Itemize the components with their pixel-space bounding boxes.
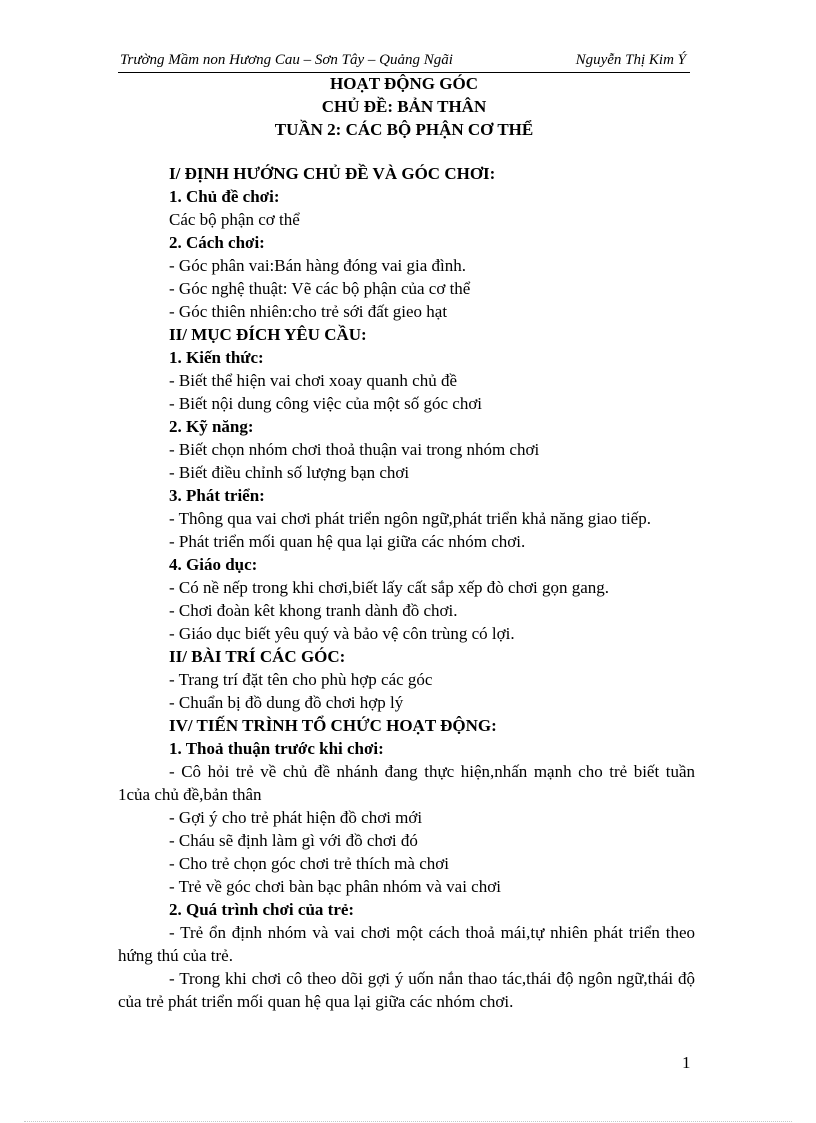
title-theme: CHỦ ĐỀ: BẢN THÂN [321, 97, 487, 116]
header-author: Nguyễn Thị Kim Ý [575, 52, 686, 68]
section-1-sub1-text: Các bộ phận cơ thể [169, 210, 300, 229]
title-activity: HOẠT ĐỘNG GÓC [330, 74, 478, 93]
section-2-sub1-heading: 1. Kiến thức: [169, 348, 264, 367]
title-week: TUẦN 2: CÁC BỘ PHẬN CƠ THỂ [274, 120, 534, 139]
list-item: - Cháu sẽ định làm gì với đồ chơi đó [169, 831, 418, 850]
section-2-sub3-heading: 3. Phát triển: [169, 486, 265, 505]
section-4-sub1-heading: 1. Thoả thuận trước khi chơi: [169, 739, 384, 758]
section-1-heading: I/ ĐỊNH HƯỚNG CHỦ ĐỀ VÀ GÓC CHƠI: [169, 164, 496, 183]
section-2-sub2-heading: 2. Kỹ năng: [169, 417, 254, 436]
paragraph: - Thông qua vai chơi phát triển ngôn ngữ,phát triển khả năng giao tiếp. [169, 509, 651, 528]
list-item: - Góc phân vai:Bán hàng đóng vai gia đình. [169, 256, 466, 275]
section-4-sub2-heading: 2. Quá trình chơi của trẻ: [169, 900, 355, 919]
section-2-heading: II/ MỤC ĐÍCH YÊU CẦU: [169, 325, 367, 344]
list-item: - Biết điều chỉnh số lượng bạn chơi [169, 463, 410, 482]
list-item: - Trang trí đặt tên cho phù hợp các góc [169, 670, 433, 689]
list-item: - Biết nội dung công việc của một số góc chơi [169, 394, 483, 413]
section-1-sub2-heading: 2. Cách chơi: [169, 233, 265, 252]
list-item: - Trẻ về góc chơi bàn bạc phân nhóm và vai chơi [169, 877, 501, 896]
list-item: - Chơi đoàn kêt khong tranh dành đồ chơi. [169, 601, 458, 620]
page-bottom-divider [24, 1121, 792, 1122]
page-number: 1 [682, 1053, 691, 1072]
page-header [118, 52, 690, 73]
section-4-heading: IV/ TIẾN TRÌNH TỔ CHỨC HOẠT ĐỘNG: [169, 716, 497, 735]
list-item: - Giáo dục biết yêu quý và bảo vệ côn trùng có lợi. [169, 624, 515, 643]
section-1-sub1-heading: 1. Chủ đề chơi: [169, 187, 280, 206]
section-2-sub4-heading: 4. Giáo dục: [169, 555, 258, 574]
paragraph: - Trong khi chơi cô theo dõi gợi ý uốn nắn thao tác,thái độ ngôn ngữ,thái độ của trẻ phát triển mối quan hệ qua lại giữa các nhóm chơi. [118, 969, 695, 1011]
paragraph: - Trẻ ổn định nhóm và vai chơi một cách thoả mái,tự nhiên phát triển theo hứng thú của trẻ. [118, 923, 695, 965]
paragraph: - Cô hỏi trẻ về chủ đề nhánh đang thực hiện,nhấn mạnh cho trẻ biết tuần 1của chủ đề,bản thân [118, 762, 695, 804]
list-item: - Biết chọn nhóm chơi thoả thuận vai trong nhóm chơi [169, 440, 540, 459]
list-item: - Có nề nếp trong khi chơi,biết lấy cất sắp xếp đò chơi gọn gang. [169, 578, 610, 597]
document-titles [118, 72, 690, 141]
header-school: Trường Mầm non Hương Cau – Sơn Tây – Quảng Ngãi [120, 52, 453, 68]
list-item: - Góc thiên nhiên:cho trẻ sới đất gieo hạt [169, 302, 448, 321]
list-item: - Biết thể hiện vai chơi xoay quanh chủ đề [169, 371, 457, 390]
list-item: - Gợi ý cho trẻ phát hiện đồ chơi mới [169, 808, 423, 827]
list-item: - Chuẩn bị đồ dung đồ chơi hợp lý [169, 693, 404, 712]
list-item: - Góc nghệ thuật: Vẽ các bộ phận của cơ thể [169, 279, 471, 298]
list-item: - Cho trẻ chọn góc chơi trẻ thích mà chơi [169, 854, 449, 873]
list-item: - Phát triển mối quan hệ qua lại giữa các nhóm chơi. [169, 532, 526, 551]
section-3-heading: II/ BÀI TRÍ CÁC GÓC: [169, 647, 346, 666]
document-body [118, 162, 695, 1013]
